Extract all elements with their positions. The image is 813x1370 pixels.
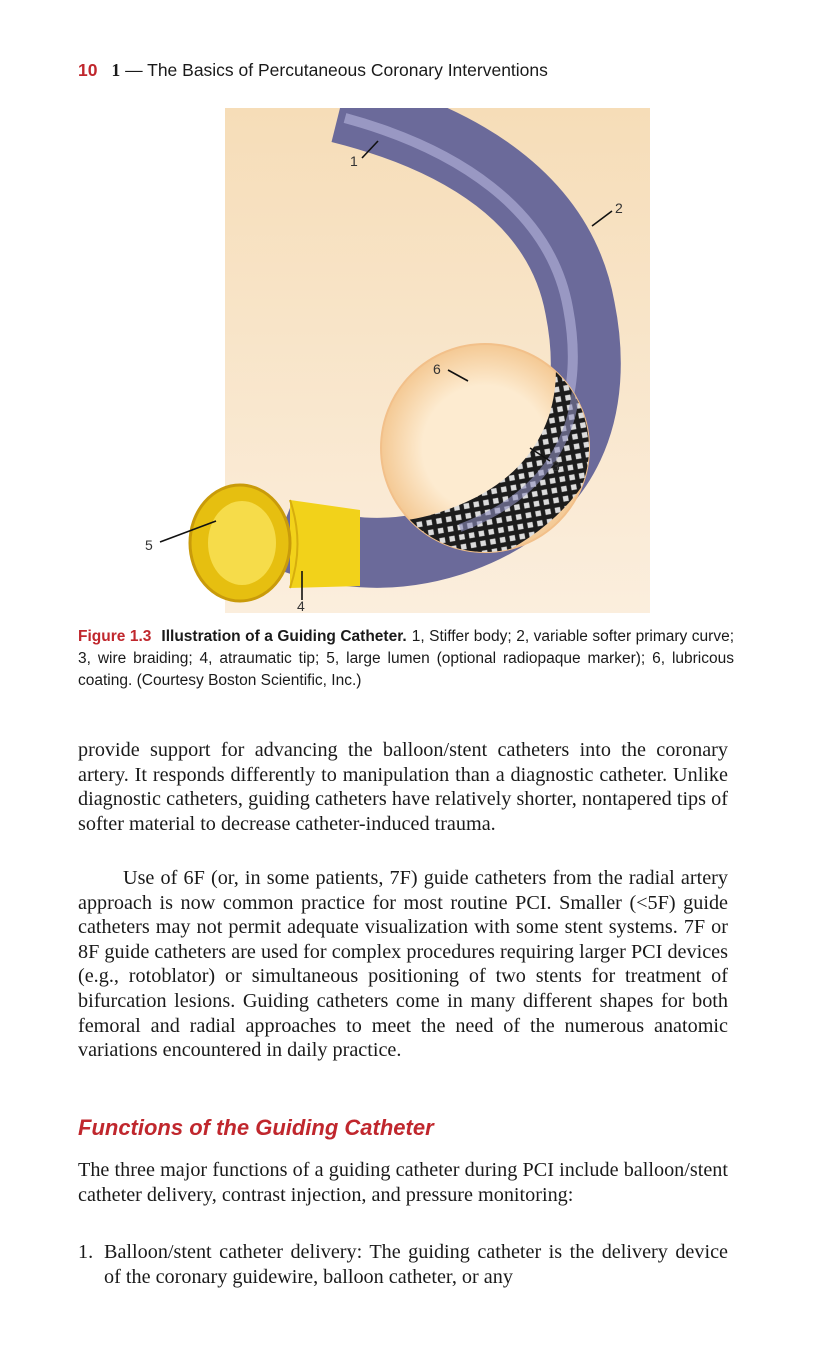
figure-label: Figure 1.3	[78, 628, 152, 645]
section-heading: Functions of the Guiding Catheter	[78, 1115, 434, 1140]
figure-caption	[78, 626, 734, 692]
callout-6: 6	[433, 361, 441, 377]
running-head	[78, 60, 548, 81]
figure-caption-text: 1, Stiffer body; 2, variable softer primary curve; 3, wire braiding; 4, atraumatic tip; 5, large lumen (optional radiopaque marker); 6, lubricous coating. (Courtesy Boston Scientific, Inc.)	[78, 628, 735, 689]
paragraph-3: The three major functions of a guiding catheter during PCI include balloon/stent catheter delivery, contrast injection, and pressure monitoring:	[78, 1159, 728, 1206]
catheter-drawing	[130, 108, 650, 613]
callout-3: 3	[552, 458, 560, 474]
list-item	[78, 1240, 728, 1289]
callout-4: 4	[297, 598, 305, 613]
callout-1: 1	[350, 153, 358, 169]
list-item-text: Balloon/stent catheter delivery: The guiding catheter is the delivery device of the coronary guidewire, balloon catheter, or any	[104, 1241, 728, 1288]
paragraph-2: Use of 6F (or, in some patients, 7F) guide catheters from the radial artery approach is now common practice for most routine PCI. Smaller (<5F) guide catheters may not permit adequate visualization with some stent systems. 7F or 8F guide catheters are used for complex procedures requiring larger PCI devices (e.g., rotoblator) or simultaneous positioning of two stents for treatment of bifurcation lesions. Guiding catheters come in many different shapes for both femoral and radial approaches to meet the need of the numerous anatomic variations encountered in daily practice.	[78, 867, 728, 1062]
callout-5: 5	[145, 537, 153, 553]
chapter-title: — The Basics of Percutaneous Coronary Interventions	[120, 60, 548, 80]
atraumatic-tip	[290, 500, 360, 588]
chapter-number: 1	[111, 60, 121, 80]
catheter-illustration	[130, 108, 650, 613]
list-item-number: 1.	[78, 1241, 94, 1263]
paragraph-1: provide support for advancing the balloon/stent catheters into the coronary artery. It responds differently to manipulation than a diagnostic catheter. Unlike diagnostic catheters, guiding catheters have relatively shorter, nontapered tips of softer material to decrease catheter-induced trauma.	[78, 739, 728, 835]
callout-2: 2	[615, 200, 623, 216]
figure-title: Illustration of a Guiding Catheter.	[161, 628, 407, 645]
page-number: 10	[78, 60, 98, 80]
